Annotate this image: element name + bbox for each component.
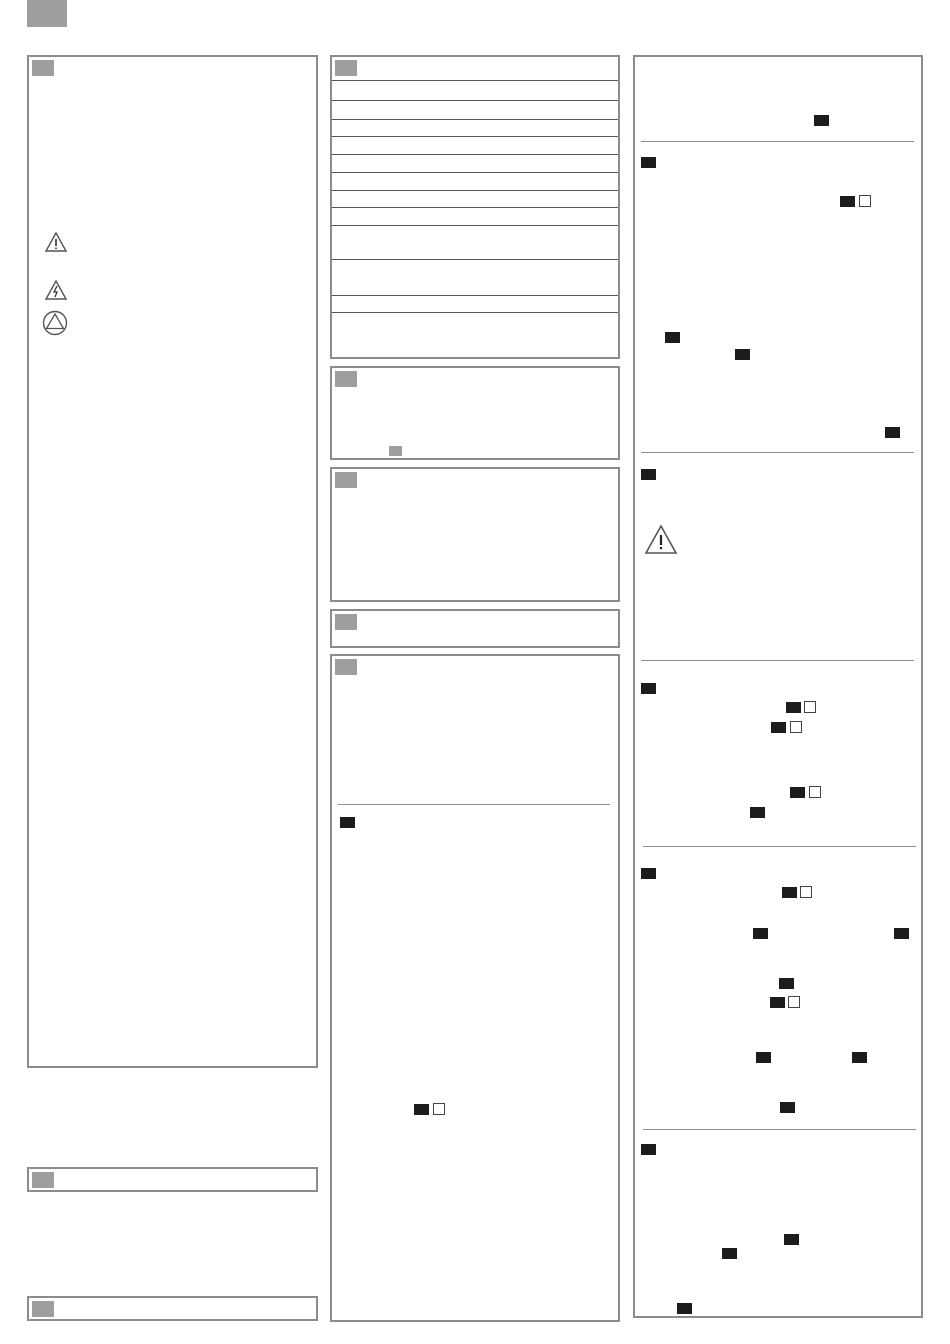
section-marker (335, 614, 357, 630)
page-corner-block (27, 0, 67, 27)
left-main-panel (27, 55, 318, 1068)
figure-ref-marker (782, 887, 797, 898)
left-small-panel-2 (27, 1296, 318, 1321)
section-divider (641, 141, 914, 142)
figure-ref-marker (677, 1303, 692, 1314)
figure-ref-marker (750, 807, 765, 818)
warning-triangle-icon (645, 524, 677, 556)
figure-ref-marker (790, 787, 805, 798)
electrical-hazard-icon (45, 279, 67, 301)
figure-ref-marker (414, 1104, 429, 1115)
figure-ref-marker (753, 928, 768, 939)
step-marker (641, 868, 656, 879)
table-row-divider (332, 136, 618, 137)
middle-panel-2 (330, 366, 620, 460)
step-marker (340, 817, 355, 828)
figure-ref-box (790, 721, 802, 733)
figure-ref-marker (756, 1052, 771, 1063)
table-row-divider (332, 80, 618, 81)
table-row-divider (332, 119, 618, 120)
table-row-divider (332, 295, 618, 296)
figure-ref-marker (771, 722, 786, 733)
figure-ref-marker (722, 1248, 737, 1259)
step-marker (641, 683, 656, 694)
section-marker (335, 472, 357, 488)
section-divider (643, 1129, 916, 1130)
left-small-panel-1 (27, 1167, 318, 1192)
section-divider (641, 452, 914, 453)
section-divider (643, 846, 916, 847)
section-divider (338, 804, 610, 805)
inline-grey-marker (389, 446, 402, 456)
step-marker (641, 469, 656, 480)
figure-ref-marker (786, 702, 801, 713)
figure-ref-marker (780, 1102, 795, 1113)
table-row-divider (332, 225, 618, 226)
figure-ref-marker (852, 1052, 867, 1063)
figure-ref-marker (665, 332, 680, 343)
section-marker (32, 1301, 54, 1317)
figure-ref-box (800, 886, 812, 898)
table-row-divider (332, 312, 618, 313)
figure-ref-marker (840, 196, 855, 207)
figure-ref-marker (735, 349, 750, 360)
figure-ref-box (433, 1103, 445, 1115)
figure-ref-marker (814, 115, 829, 126)
figure-ref-marker (894, 928, 909, 939)
section-marker (335, 659, 357, 675)
table-row-divider (332, 154, 618, 155)
spec-table-panel (330, 55, 620, 359)
warning-triangle-icon (45, 231, 67, 253)
figure-ref-marker (784, 1234, 799, 1245)
figure-ref-marker (779, 978, 794, 989)
table-row-divider (332, 190, 618, 191)
figure-ref-box (809, 786, 821, 798)
figure-ref-marker (885, 427, 900, 438)
section-marker (335, 371, 357, 387)
figure-ref-marker (770, 997, 785, 1008)
section-marker (335, 60, 357, 76)
middle-panel-4 (330, 609, 620, 648)
circle-triangle-safety-icon (42, 310, 68, 336)
step-marker (641, 157, 656, 168)
section-marker (32, 60, 54, 76)
step-marker (641, 1144, 656, 1155)
middle-panel-3 (330, 467, 620, 602)
table-row-divider (332, 207, 618, 208)
section-divider (641, 660, 914, 661)
table-row-divider (332, 100, 618, 101)
figure-ref-box (804, 701, 816, 713)
right-main-panel (633, 55, 923, 1318)
middle-panel-5 (330, 654, 620, 1322)
section-marker (32, 1172, 54, 1188)
table-row-divider (332, 172, 618, 173)
figure-ref-box (788, 996, 800, 1008)
figure-ref-box (859, 195, 871, 207)
table-row-divider (332, 259, 618, 260)
